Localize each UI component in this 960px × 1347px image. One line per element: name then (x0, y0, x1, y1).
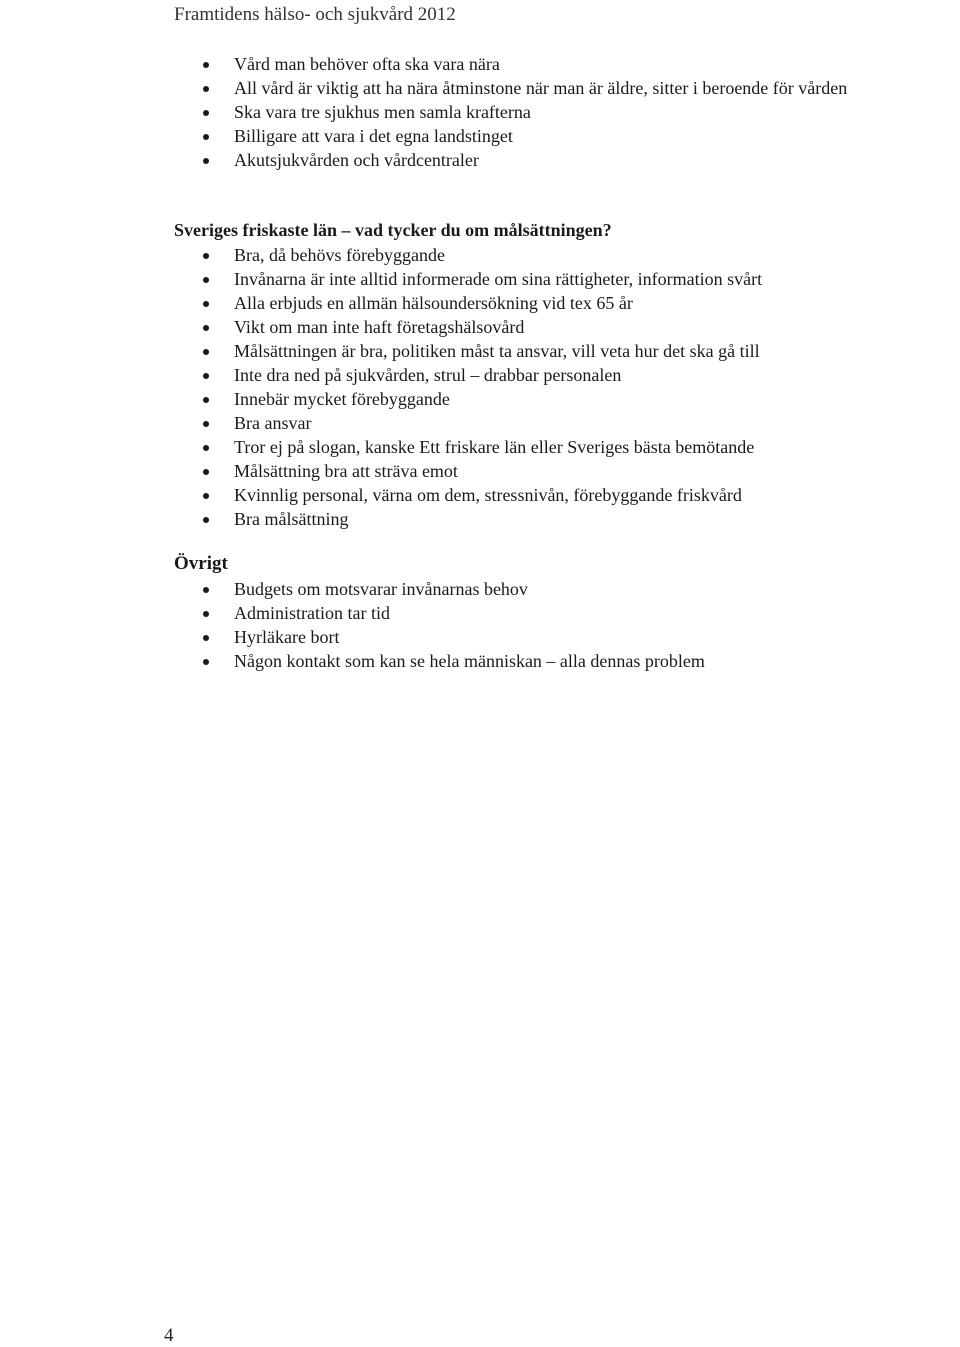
list-item-text: Målsättningen är bra, politiken måst ta ansvar, vill veta hur det ska gå till (234, 341, 760, 361)
list-item (174, 315, 874, 339)
list-item-text: Invånarna är inte alltid informerade om sina rättigheter, information svårt (234, 269, 763, 289)
list-item-text: Tror ej på slogan, kanske Ett friskare län eller Sveriges bästa bemötande (234, 437, 755, 457)
list-item-text: Akutsjukvården och vårdcentraler (234, 150, 479, 170)
list-item (174, 76, 874, 100)
list-item-text: Ska vara tre sjukhus men samla krafterna (234, 102, 531, 122)
list-item (174, 601, 874, 625)
list-item (174, 577, 874, 601)
bullet-icon (203, 134, 209, 140)
list-item (174, 411, 874, 435)
list-item (174, 148, 874, 172)
list-item-text: Målsättning bra att sträva emot (234, 461, 458, 481)
bullet-icon (203, 517, 209, 523)
bullet-icon (203, 611, 209, 617)
list-item (174, 459, 874, 483)
bullet-icon (203, 493, 209, 499)
bullet-icon (203, 62, 209, 68)
list-item (174, 339, 874, 363)
list-item-text: Vård man behöver ofta ska vara nära (234, 54, 500, 74)
list-item-text: Billigare att vara i det egna landstinget (234, 126, 513, 146)
list-item-text: All vård är viktig att ha nära åtminstone när man är äldre, sitter i beroende för vården (234, 78, 848, 98)
bullet-icon (203, 277, 209, 283)
list-item-text: Alla erbjuds en allmän hälsoundersökning vid tex 65 år (234, 293, 633, 313)
list-item (174, 124, 874, 148)
bullet-icon (203, 397, 209, 403)
bullet-list (174, 577, 874, 673)
list-item (174, 243, 874, 267)
list-item-text: Kvinnlig personal, värna om dem, stressnivån, förebyggande friskvård (234, 485, 742, 505)
bullet-icon (203, 253, 209, 259)
bullet-icon (203, 325, 209, 331)
list-item-text: Administration tar tid (234, 603, 390, 623)
bullet-icon (203, 469, 209, 475)
bullet-icon (203, 301, 209, 307)
bullet-icon (203, 86, 209, 92)
list-item-text: Någon kontakt som kan se hela människan – alla dennas problem (234, 651, 705, 671)
bullet-icon (203, 635, 209, 641)
bullet-icon (203, 158, 209, 164)
bullet-list (174, 243, 874, 531)
section-heading: Sveriges friskaste län – vad tycker du om målsättningen? (174, 220, 612, 240)
bullet-icon (203, 445, 209, 451)
list-item (174, 625, 874, 649)
list-item-text: Vikt om man inte haft företagshälsovård (234, 317, 525, 337)
list-item (174, 387, 874, 411)
list-item-text: Bra målsättning (234, 509, 349, 529)
list-item (174, 363, 874, 387)
page-number: 4 (164, 1325, 174, 1346)
list-item (174, 52, 874, 76)
list-item-text: Hyrläkare bort (234, 627, 340, 647)
bullet-icon (203, 349, 209, 355)
section-friskaste-lan (174, 219, 874, 531)
section-ovrigt (174, 553, 874, 673)
bullet-icon (203, 421, 209, 427)
list-item-text: Inte dra ned på sjukvården, strul – drabbar personalen (234, 365, 622, 385)
list-item-text: Budgets om motsvarar invånarnas behov (234, 579, 528, 599)
list-item-text: Innebär mycket förebyggande (234, 389, 450, 409)
bullet-icon (203, 110, 209, 116)
list-item (174, 291, 874, 315)
list-item (174, 483, 874, 507)
list-item (174, 649, 874, 673)
section-intro (174, 52, 874, 172)
list-item (174, 435, 874, 459)
list-item-text: Bra, då behövs förebyggande (234, 245, 445, 265)
bullet-icon (203, 659, 209, 665)
list-item (174, 507, 874, 531)
document-header-title: Framtidens hälso- och sjukvård 2012 (174, 4, 456, 25)
list-item (174, 267, 874, 291)
bullet-icon (203, 587, 209, 593)
list-item-text: Bra ansvar (234, 413, 312, 433)
bullet-icon (203, 373, 209, 379)
list-item (174, 100, 874, 124)
section-heading: Övrigt (174, 553, 228, 574)
bullet-list (174, 52, 874, 172)
